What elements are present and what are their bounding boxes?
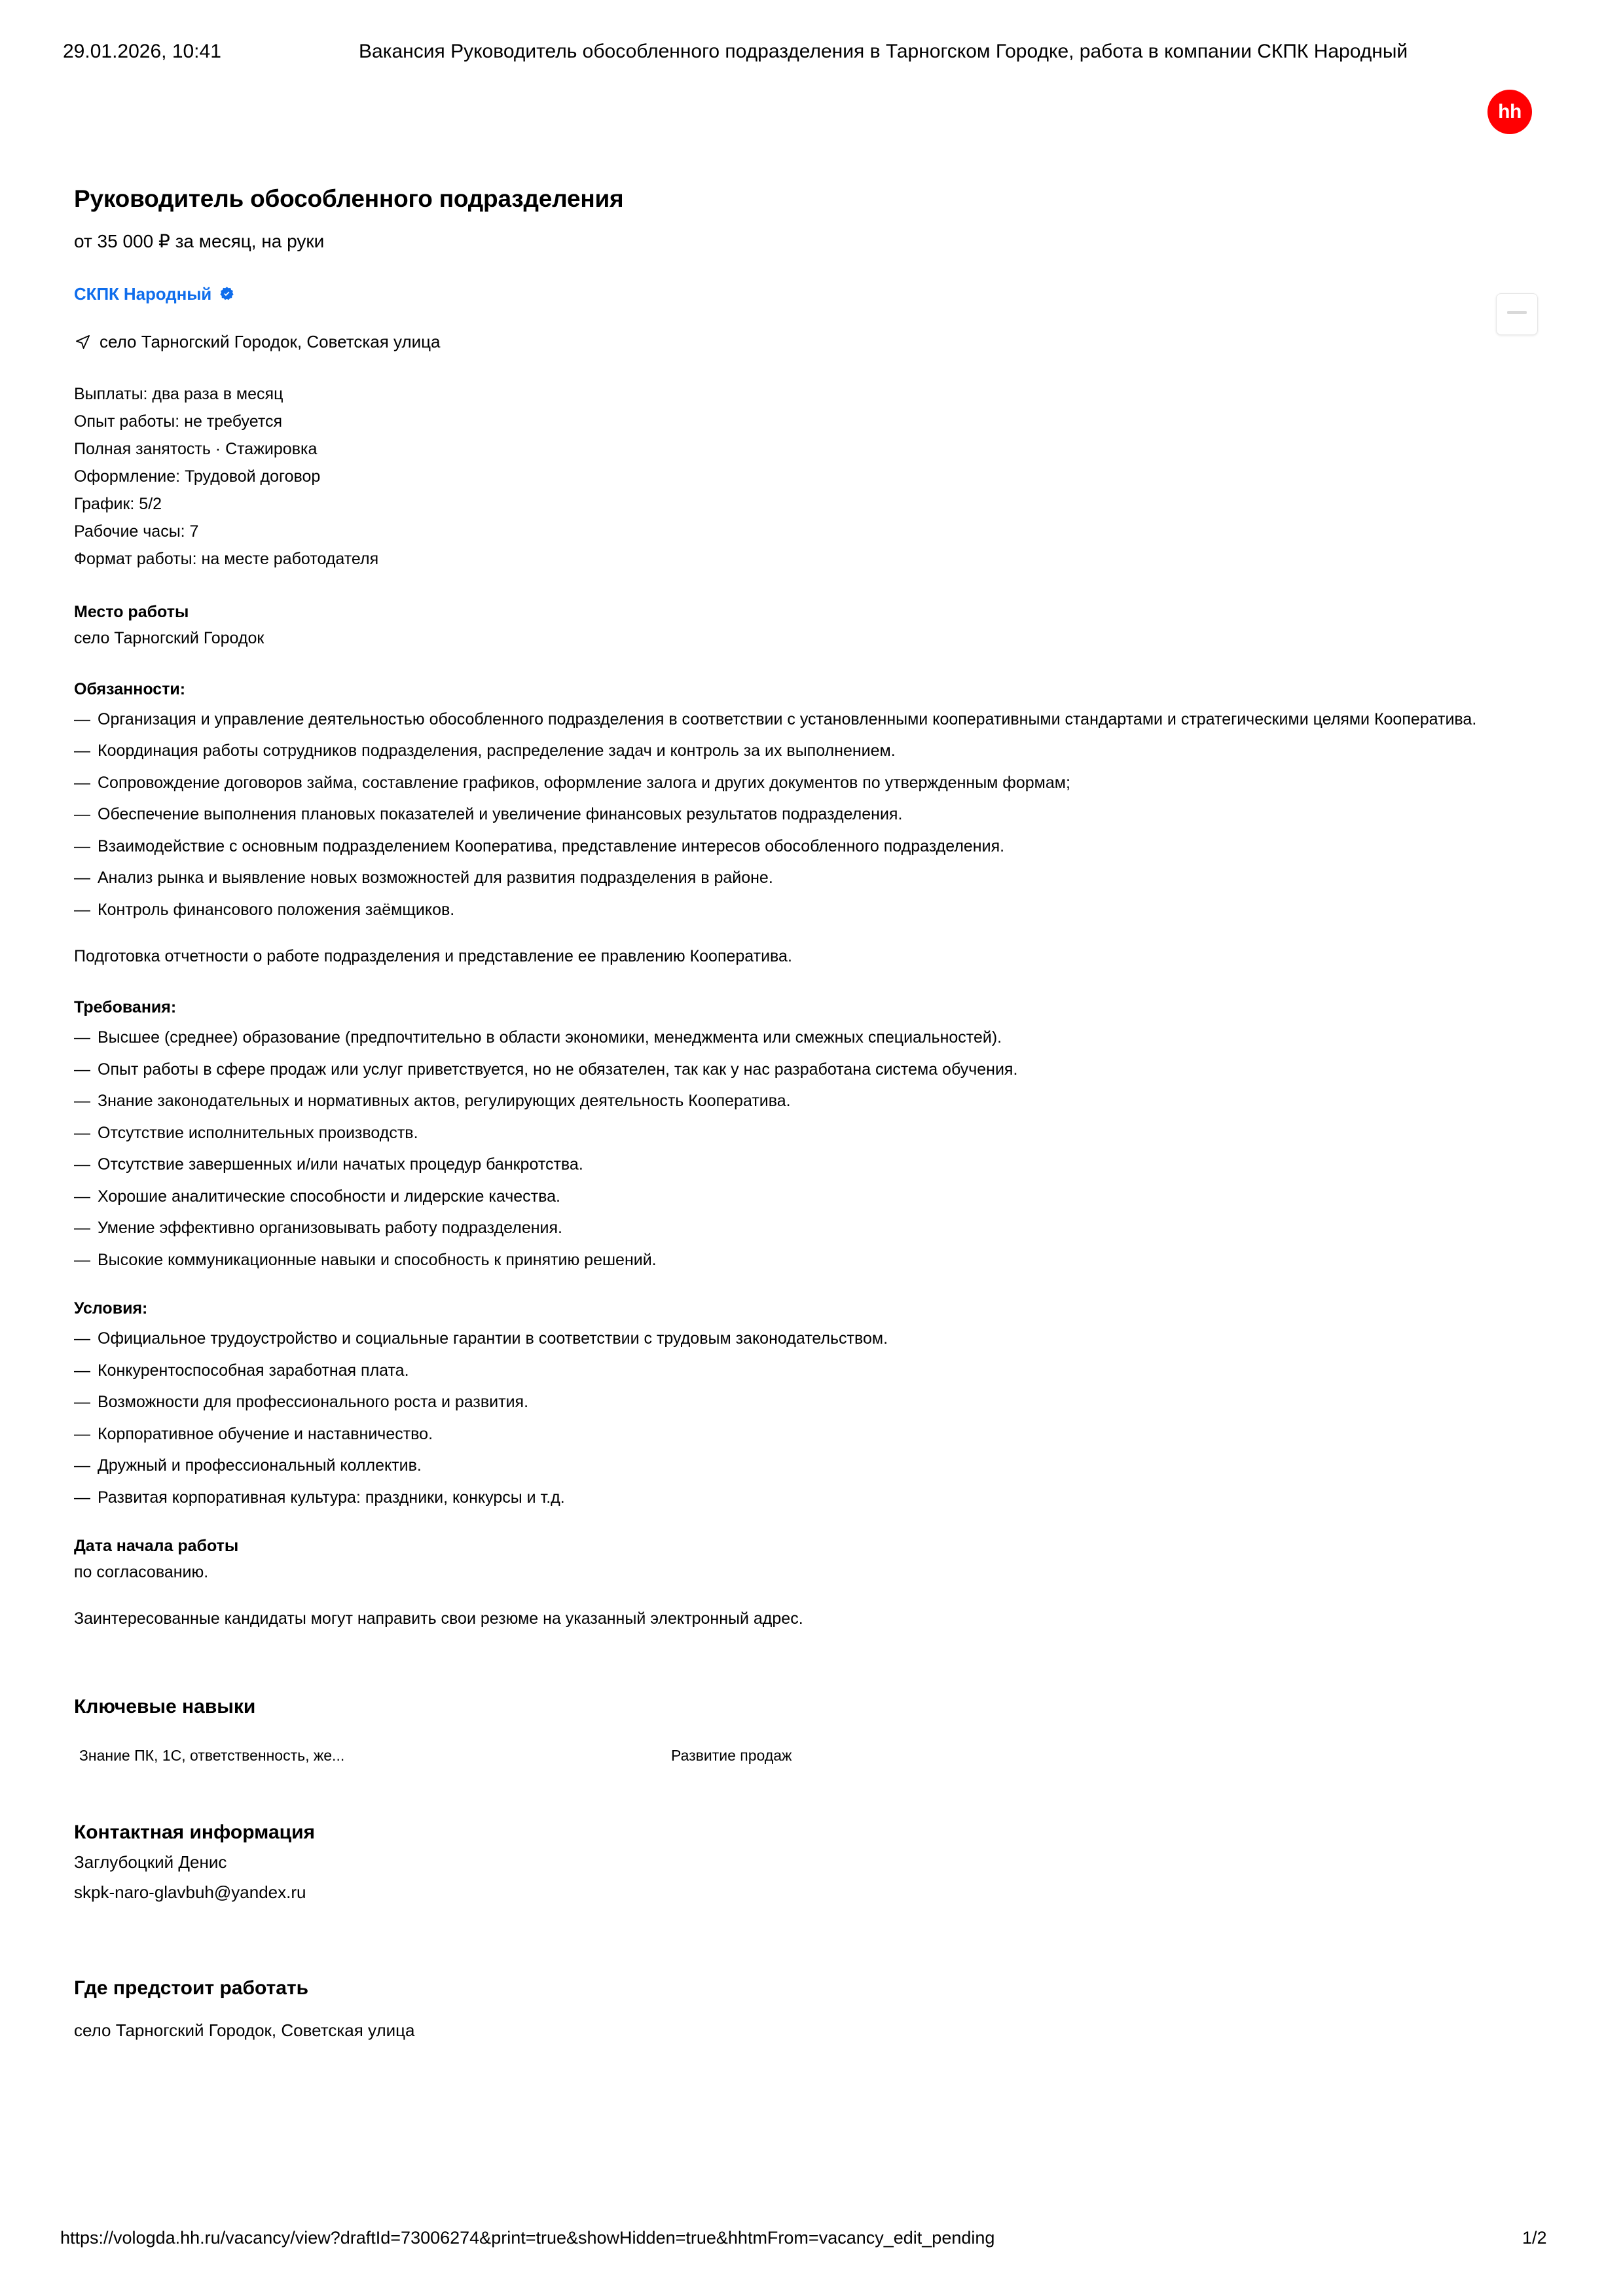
print-page-number: 1/2 — [1522, 2228, 1547, 2248]
address-row — [74, 332, 1560, 352]
print-footer — [0, 2228, 1623, 2254]
list-item: — Сопровождение договоров займа, составление графиков, оформление залога и других документов по утвержденным формам; — [74, 772, 1560, 795]
meta-item-employment: Полная занятость · Стажировка — [74, 439, 318, 458]
meta-item-payments: Выплаты: два раза в месяц — [74, 384, 283, 403]
workplace-value: село Тарногский Городок — [74, 628, 264, 647]
vacancy-content — [74, 185, 1560, 2041]
conditions-list — [74, 1327, 1560, 1509]
meta-item-hours: Рабочие часы: 7 — [74, 522, 199, 541]
print-source-url: https://vologda.hh.ru/vacancy/view?draftId=73006274&print=true&showHidden=true&hhtmFrom=vacancy_edit_pending — [60, 2228, 995, 2248]
verified-badge-icon — [219, 286, 235, 302]
salary-text: от 35 000 ₽ за месяц, на руки — [74, 231, 325, 252]
hh-logo-icon: hh — [1487, 90, 1532, 134]
workplace-heading: Место работы — [74, 602, 189, 621]
conditions-heading: Условия: — [74, 1299, 148, 1318]
list-item: — Возможности для профессионального роста и развития. — [74, 1391, 1560, 1414]
key-skills-heading: Ключевые навыки — [74, 1695, 256, 1717]
requirements-list — [74, 1026, 1560, 1272]
list-item: — Умение эффективно организовывать работу подразделения. — [74, 1217, 1560, 1240]
list-item: — Хорошие аналитические способности и лидерские качества. — [74, 1185, 1560, 1209]
list-item: — Опыт работы в сфере продаж или услуг приветствуется, но не обязателен, так как у нас разработана система обучения. — [74, 1058, 1560, 1082]
requirements-heading: Требования: — [74, 998, 177, 1017]
list-item: — Высокие коммуникационные навыки и способность к принятию решений. — [74, 1249, 1560, 1272]
list-item: — Координация работы сотрудников подразделения, распределение задач и контроль за их выполнением. — [74, 740, 1560, 763]
contacts-heading: Контактная информация — [74, 1821, 316, 1843]
company-link[interactable]: СКПК Народный — [74, 284, 212, 304]
contact-email[interactable]: skpk-naro-glavbuh@yandex.ru — [74, 1882, 306, 1902]
list-item: — Взаимодействие с основным подразделением Кооператива, представление интересов обособленного подразделения. — [74, 835, 1560, 859]
contact-person: Заглубоцкий Денис — [74, 1852, 227, 1872]
closing-note: Заинтересованные кандидаты могут направить свои резюме на указанный электронный адрес. — [74, 1609, 803, 1628]
meta-item-schedule: График: 5/2 — [74, 494, 162, 513]
vacancy-meta-list — [74, 380, 1560, 573]
print-datetime: 29.01.2026, 10:41 — [63, 41, 221, 62]
skill-tag: Знание ПК, 1С, ответственность, же... — [79, 1746, 345, 1764]
where-to-work-heading: Где предстоит работать — [74, 1977, 309, 1999]
company-row — [74, 285, 1560, 304]
where-to-work-address: село Тарногский Городок, Советская улица — [74, 2020, 415, 2040]
responsibilities-list — [74, 708, 1560, 922]
list-item: — Корпоративное обучение и наставничество. — [74, 1423, 1560, 1446]
list-item: — Контроль финансового положения заёмщиков. — [74, 899, 1560, 922]
list-item: — Знание законодательных и нормативных актов, регулирующих деятельность Кооператива. — [74, 1090, 1560, 1113]
meta-item-format: Формат работы: на месте работодателя — [74, 549, 379, 568]
start-date-value: по согласованию. — [74, 1563, 209, 1582]
skill-tag: Развитие продаж — [671, 1746, 792, 1764]
print-header — [0, 41, 1623, 64]
list-item: — Официальное трудоустройство и социальные гарантии в соответствии с трудовым законодательством. — [74, 1327, 1560, 1351]
key-skills-list — [74, 1747, 1560, 1773]
vacancy-address: село Тарногский Городок, Советская улица — [100, 331, 441, 351]
list-item: — Отсутствие исполнительных производств. — [74, 1122, 1560, 1145]
list-item: — Обеспечение выполнения плановых показателей и увеличение финансовых результатов подразделения. — [74, 803, 1560, 827]
location-arrow-icon — [74, 333, 92, 351]
responsibilities-heading: Обязанности: — [74, 679, 186, 698]
list-item: — Дружный и профессиональный коллектив. — [74, 1454, 1560, 1478]
responsibilities-closing-paragraph: Подготовка отчетности о работе подразделения и представление ее правлению Кооператива. — [74, 947, 792, 966]
meta-item-experience: Опыт работы: не требуется — [74, 412, 283, 431]
print-page-title: Вакансия Руководитель обособленного подразделения в Тарногском Городке, работа в компании СКПК Народный — [359, 41, 1408, 62]
start-date-heading: Дата начала работы — [74, 1537, 239, 1556]
list-item: — Анализ рынка и выявление новых возможностей для развития подразделения в районе. — [74, 867, 1560, 890]
page-title: Руководитель обособленного подразделения — [74, 185, 624, 212]
list-item: — Отсутствие завершенных и/или начатых процедур банкротства. — [74, 1153, 1560, 1177]
list-item: — Организация и управление деятельностью обособленного подразделения в соответствии с установленными кооперативными стандартами и стратегическими целями Кооператива. — [74, 708, 1560, 732]
list-item: — Конкурентоспособная заработная плата. — [74, 1359, 1560, 1383]
meta-item-contract: Оформление: Трудовой договор — [74, 467, 321, 486]
list-item: — Развитая корпоративная культура: праздники, конкурсы и т.д. — [74, 1486, 1560, 1510]
list-item: — Высшее (среднее) образование (предпочтительно в области экономики, менеджмента или смежных специальностей). — [74, 1026, 1560, 1050]
